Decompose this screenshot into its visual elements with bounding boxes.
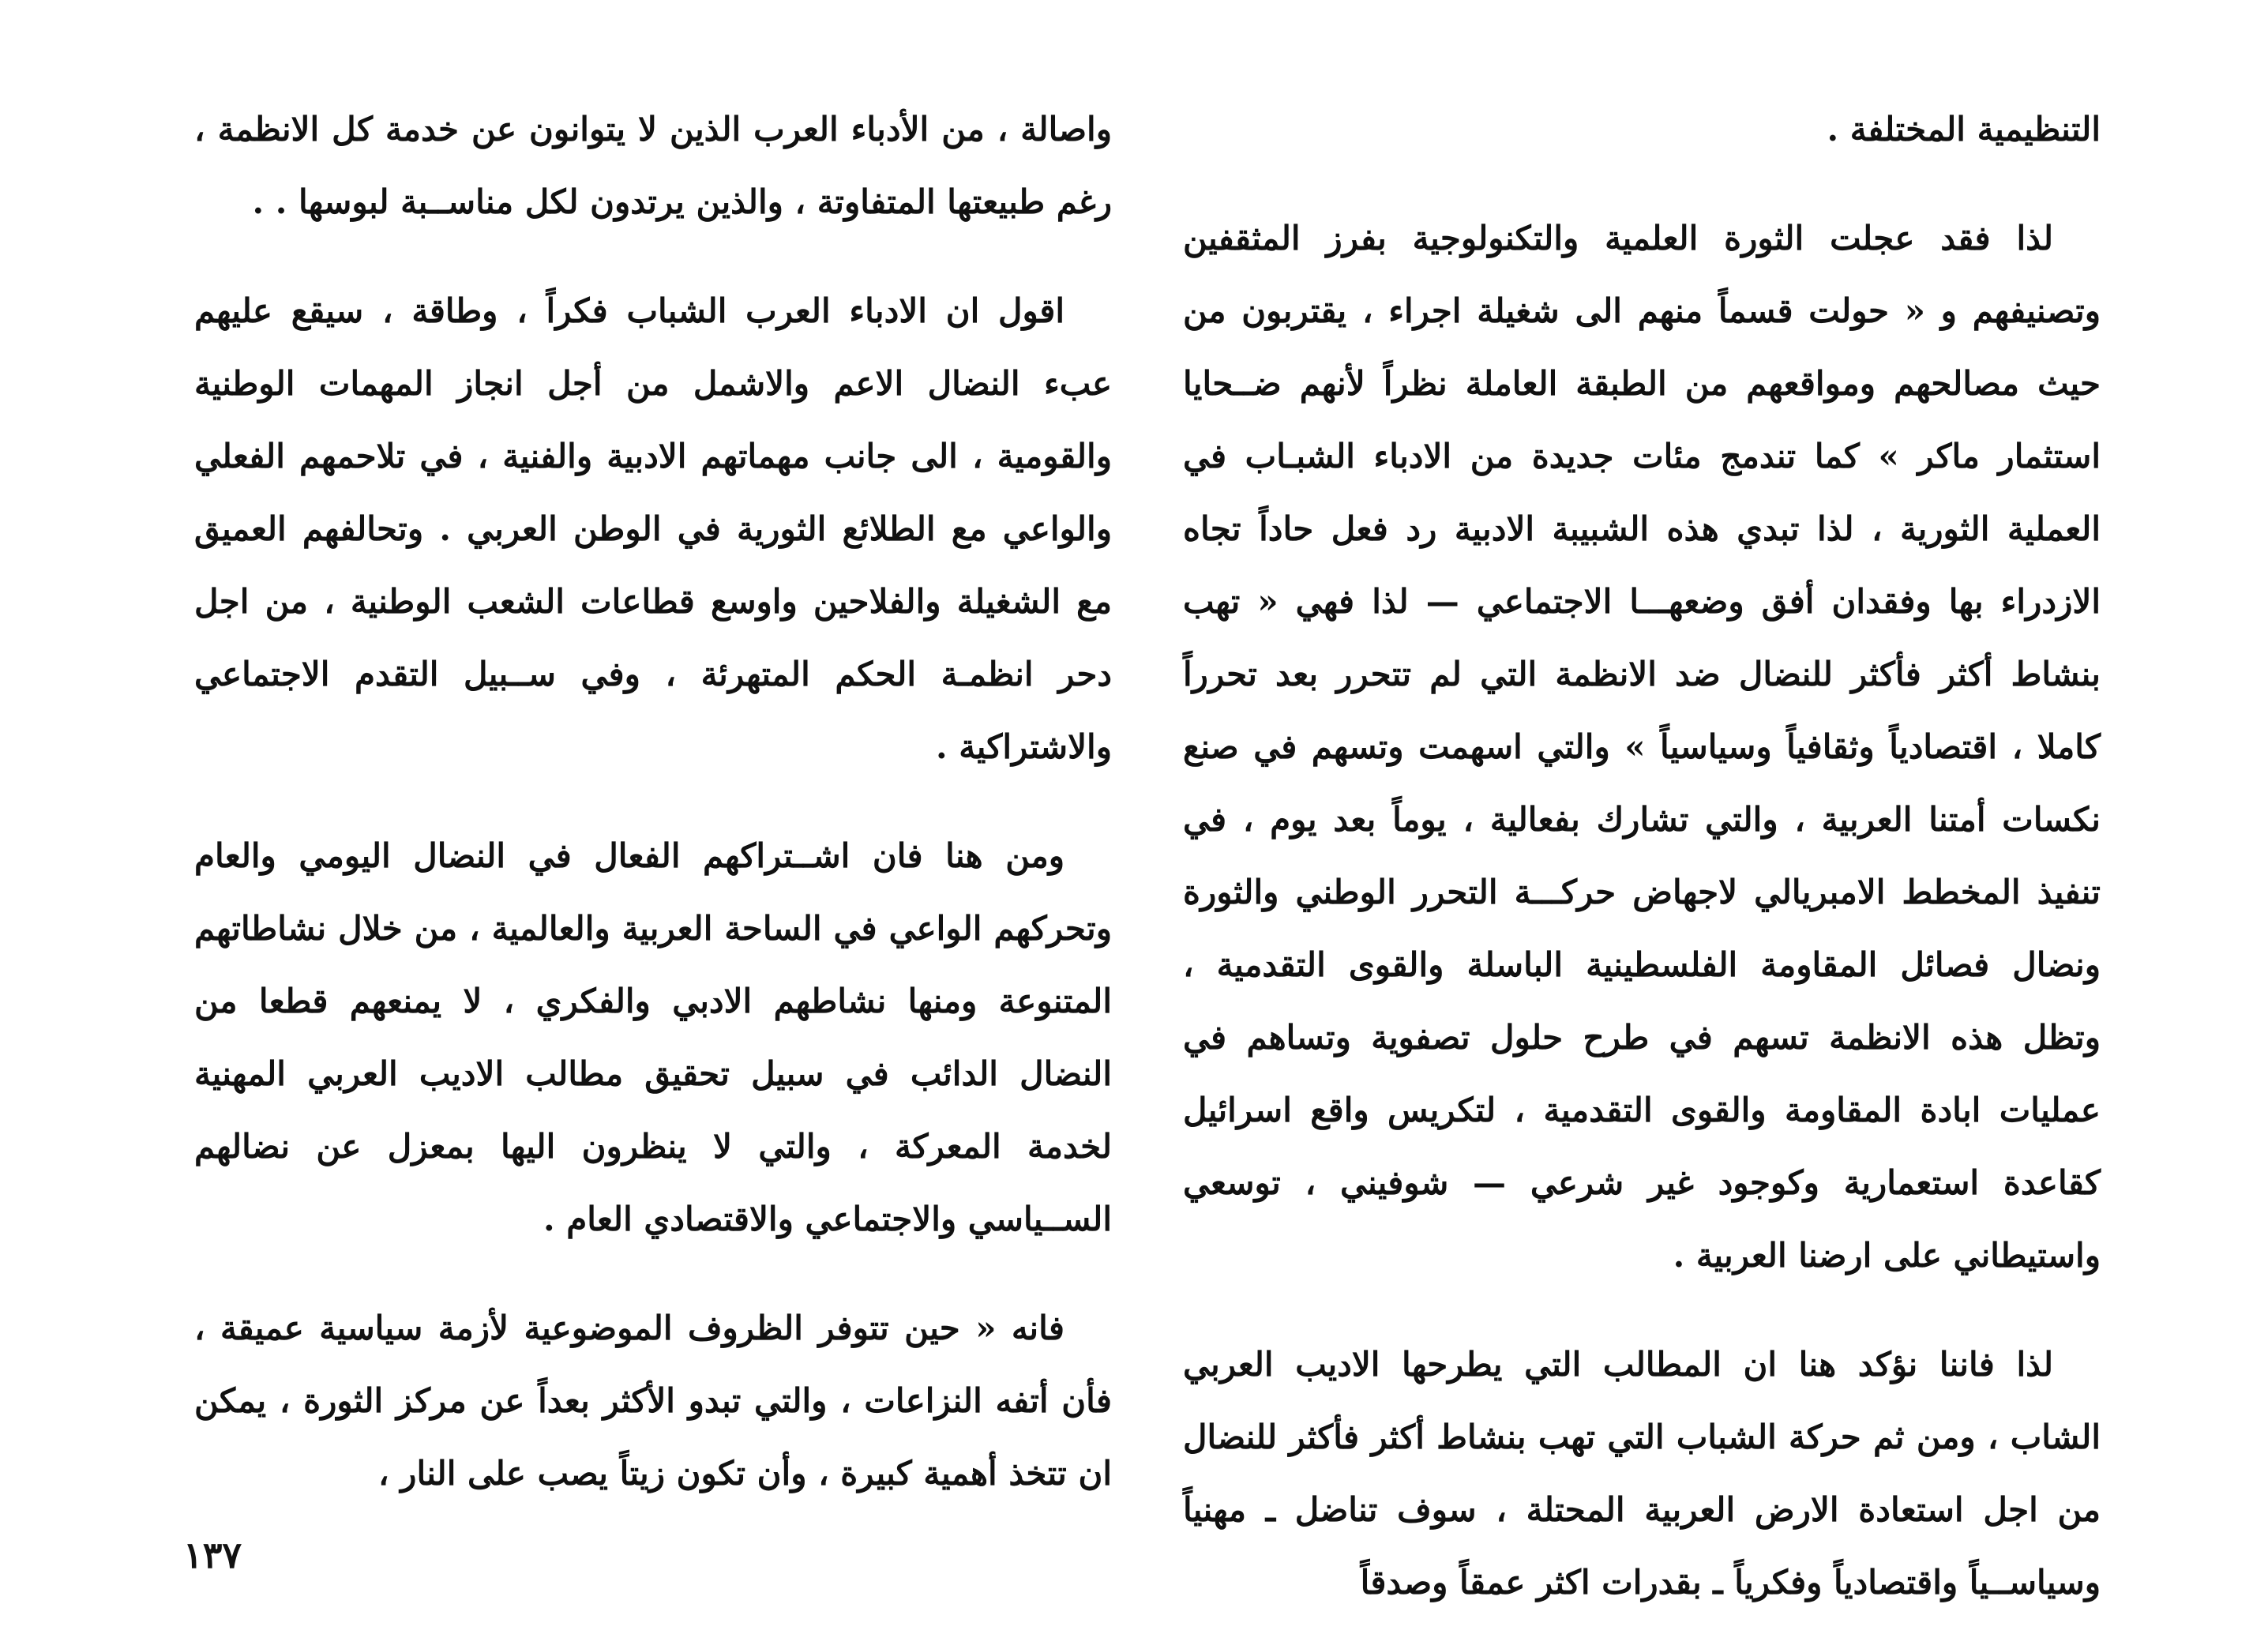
paragraph: التنظيمية المختلفة . [1827,110,2101,148]
paragraph: لذا فقد عجلت الثورة العلمية والتكنولوجية بفرز المثقفين وتصنيفهم و « حولت قسماً منهم الى شغيلة اجراء ، يقتربون من حيث مصالحهم ومواقعهم من الطبقة العاملة نظراً لأنهم ضــحايا استثمار ماكر » كما تندمج مئات جديدة من الادباء الشبـاب في العملية الثورية ، لذا تبدي هذه الشبيبة الادبية رد فعل حاداً تجاه الازدراء بها وفقدان أفق وضعهـــا الاجتماعي — لذا فهي « تهب بنشاط أكثر فأكثر للنضال ضد الانظمة التي لم تتحرر بعد تحرراً كاملا ، اقتصادياً وثقافياً وسياسياً » والتي اسهمت وتسهم في صنع نكسات أمتنا العربية ، والتي تشارك بفعالية ، يوماً بعد يوم ، في تنفيذ المخطط الامبريالي لاجهاض حركـــة التحرر الوطني والثورة ونضال فصائل المقاومة الفلسطينية الباسلة والقوى التقدمية ، وتظل هذه الانظمة تسهم في طرح حلول تصفوية وتساهم في عمليات ابادة المقاومة والقوى التقدمية ، لتكريس واقع اسرائيل كقاعدة استعمارية وكوجود غير شرعي — شوفيني ، توسعي واستيطاني على ارضنا العربية . [1183,219,2101,1275]
paragraph: لذا فاننا نؤكد هنا ان المطالب التي يطرحها الاديب العربي الشاب ، ومن ثم حركة الشباب التي تهب بنشاط أكثر فأكثر للنضال من اجل استعادة الارض العربية المحتلة ، سوف تناضل ـ مهنياً وسياســياً واقتصادياً وفكرياً ـ بقدرات اكثر عمقاً وصدقاً [1183,1345,2101,1602]
paragraph: ومن هنا فان اشــتراكهم الفعال في النضال اليومي والعام وتحركهم الواعي في الساحة العربية والعالمية ، من خلال نشاطاتهم المتنوعة ومنها نشاطهم الادبي والفكري ، لا يمنعهم قطعا من النضال الدائب في سبيل تحقيق مطالب الاديب العربي المهنية لخدمة المعركة ، والتي لا ينظرون اليها بمعزل عن نضالهم الســياسي والاجتماعي والاقتصادي العام . [194,836,1112,1238]
paragraph: فانه « حين تتوفر الظروف الموضوعية لأزمة سياسية عميقة ، فأن أتفه النزاعات ، والتي تبدو الأكثر بعداً عن مركز الثورة ، يمكن ان تتخذ أهمية كبيرة ، وأن تكون زيتاً يصب على النار ، [194,1309,1112,1493]
paragraph: اقول ان الادباء العرب الشباب فكراً ، وطاقة ، سيقع عليهم عبء النضال الاعم والاشمل من أجل انجاز المهمات الوطنية والقومية ، الى جانب مهماتهم الادبية والفنية ، في تلاحمهم الفعلي والواعي مع الطلائع الثورية في الوطن العربي . وتحالفهم العميق مع الشغيلة والفلاحين واوسع قطاعات الشعب الوطنية ، من اجل دحر انظمـة الحكم المتهرئة ، وفي ســبيل التقدم الاجتماعي والاشتراكية . [194,291,1112,766]
right-page-text [1183,93,2101,1619]
left-page-text [194,93,1112,1510]
page-number: ١٣٧ [183,1534,242,1576]
paragraph: واصالة ، من الأدباء العرب الذين لا يتوانون عن خدمة كل الانظمة ، رغم طبيعتها المتفاوتة ، والذين يرتدون لكل مناســبة لبوسها . . [194,110,1112,221]
